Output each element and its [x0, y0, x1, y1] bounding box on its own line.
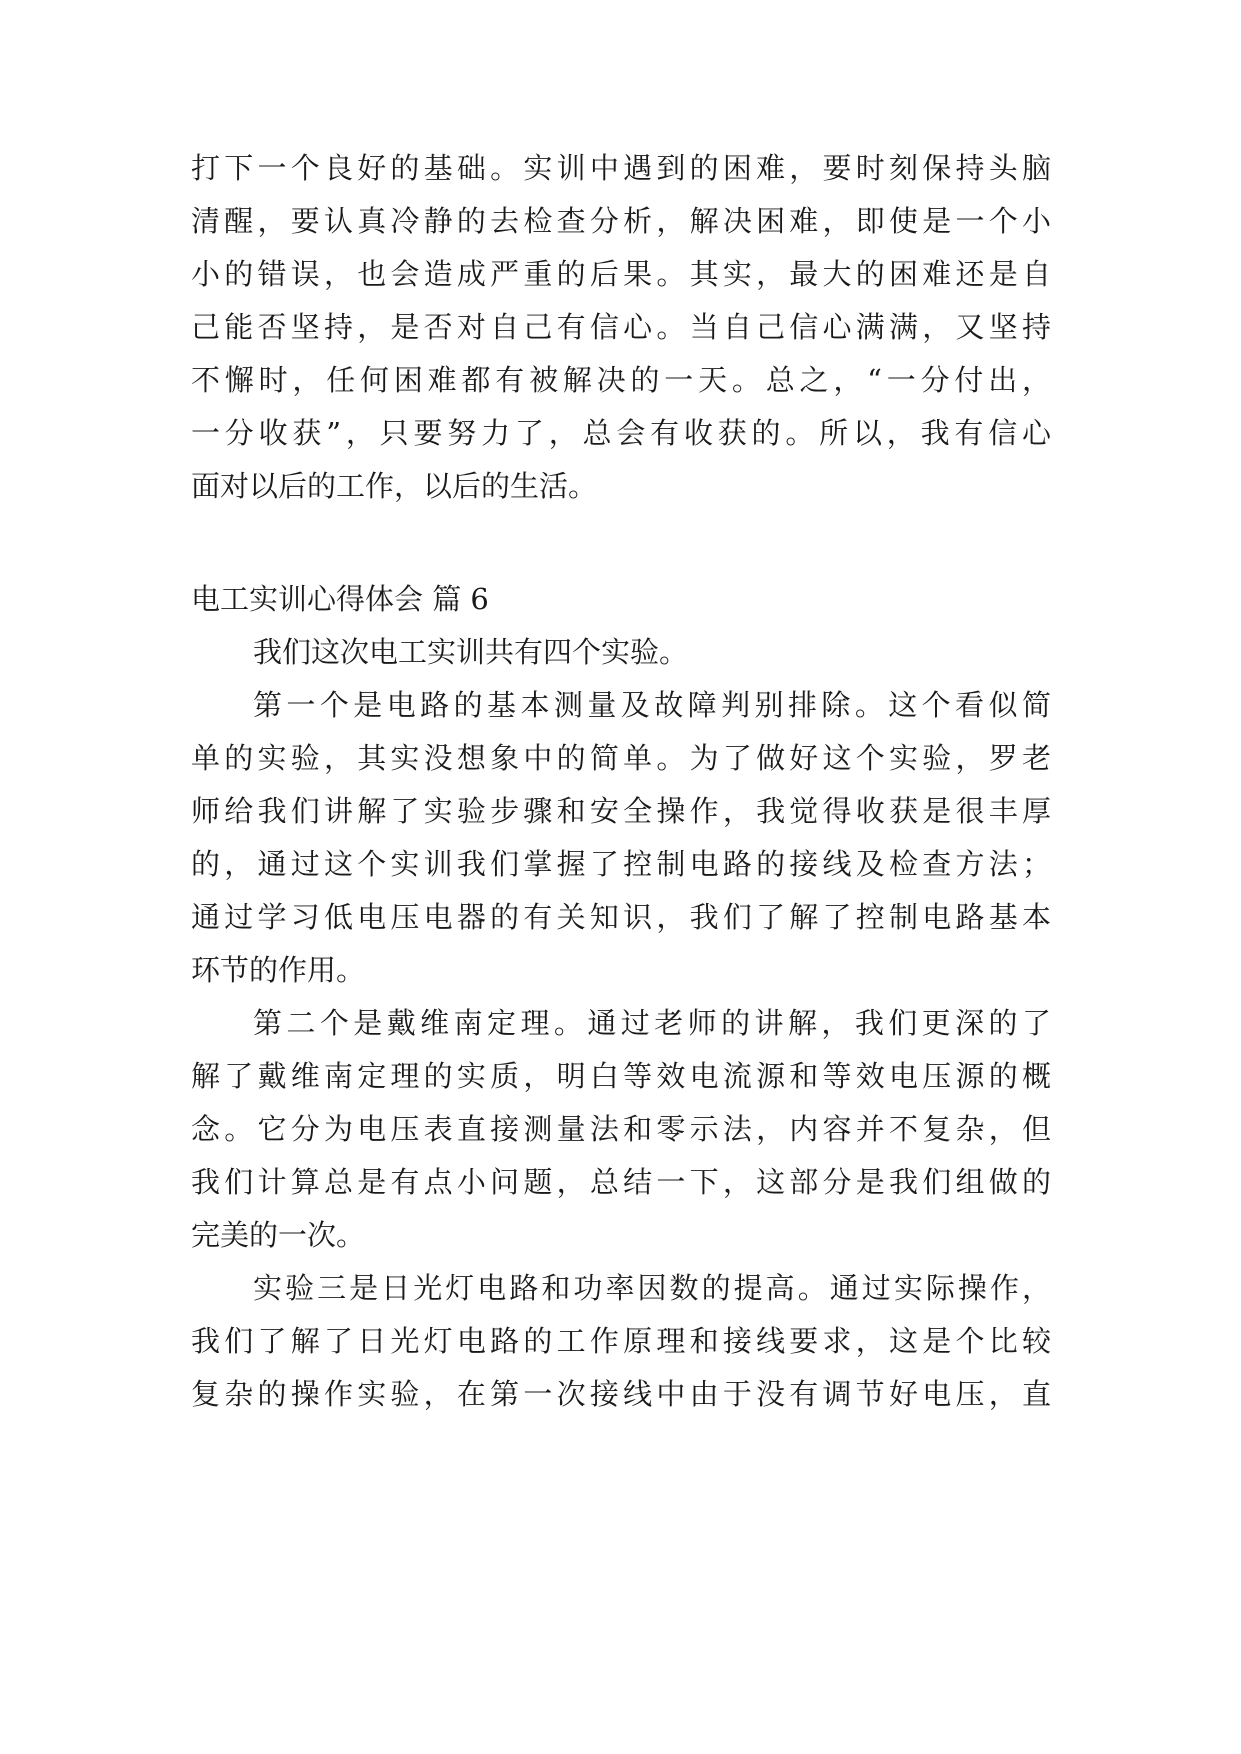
text-line: 小的错误，也会造成严重的后果。其实，最大的困难还是自 [191, 257, 1051, 291]
text-line: 师给我们讲解了实验步骤和安全操作，我觉得收获是很丰厚 [191, 794, 1051, 828]
text-line: 的，通过这个实训我们掌握了控制电路的接线及检查方法； [191, 847, 1051, 881]
text-line: 实验三是日光灯电路和功率因数的提高。通过实际操作， [253, 1271, 1051, 1305]
text-line: 面对以后的工作，以后的生活。 [191, 469, 598, 503]
text-line: 解了戴维南定理的实质，明白等效电流源和等效电压源的概 [191, 1059, 1051, 1093]
text-line: 单的实验，其实没想象中的简单。为了做好这个实验，罗老 [191, 741, 1051, 775]
text-line: 第一个是电路的基本测量及故障判别排除。这个看似简 [253, 688, 1051, 722]
text-line: 第二个是戴维南定理。通过老师的讲解，我们更深的了 [253, 1006, 1051, 1040]
text-line: 通过学习低电压电器的有关知识，我们了解了控制电路基本 [191, 900, 1051, 934]
text-line: 复杂的操作实验，在第一次接线中由于没有调节好电压，直 [191, 1377, 1051, 1411]
text-line: 我们计算总是有点小问题，总结一下，这部分是我们组做的 [191, 1165, 1051, 1199]
section-heading: 电工实训心得体会 篇 6 [191, 582, 489, 616]
intro-paragraph: 我们这次电工实训共有四个实验。 [253, 635, 689, 669]
text-line: 念。它分为电压表直接测量法和零示法，内容并不复杂，但 [191, 1112, 1051, 1146]
text-line: 一分收获”，只要努力了，总会有收获的。所以，我有信心 [191, 416, 1051, 450]
text-line: 己能否坚持，是否对自己有信心。当自己信心满满，又坚持 [191, 310, 1051, 344]
text-line: 不懈时，任何困难都有被解决的一天。总之，“一分付出， [191, 363, 1051, 397]
text-line: 清醒，要认真冷静的去检查分析，解决困难，即使是一个小 [191, 204, 1051, 238]
text-line: 我们了解了日光灯电路的工作原理和接线要求，这是个比较 [191, 1324, 1051, 1358]
text-line: 完美的一次。 [191, 1218, 366, 1252]
text-line: 打下一个良好的基础。实训中遇到的困难，要时刻保持头脑 [191, 151, 1051, 185]
text-line: 环节的作用。 [191, 953, 366, 987]
